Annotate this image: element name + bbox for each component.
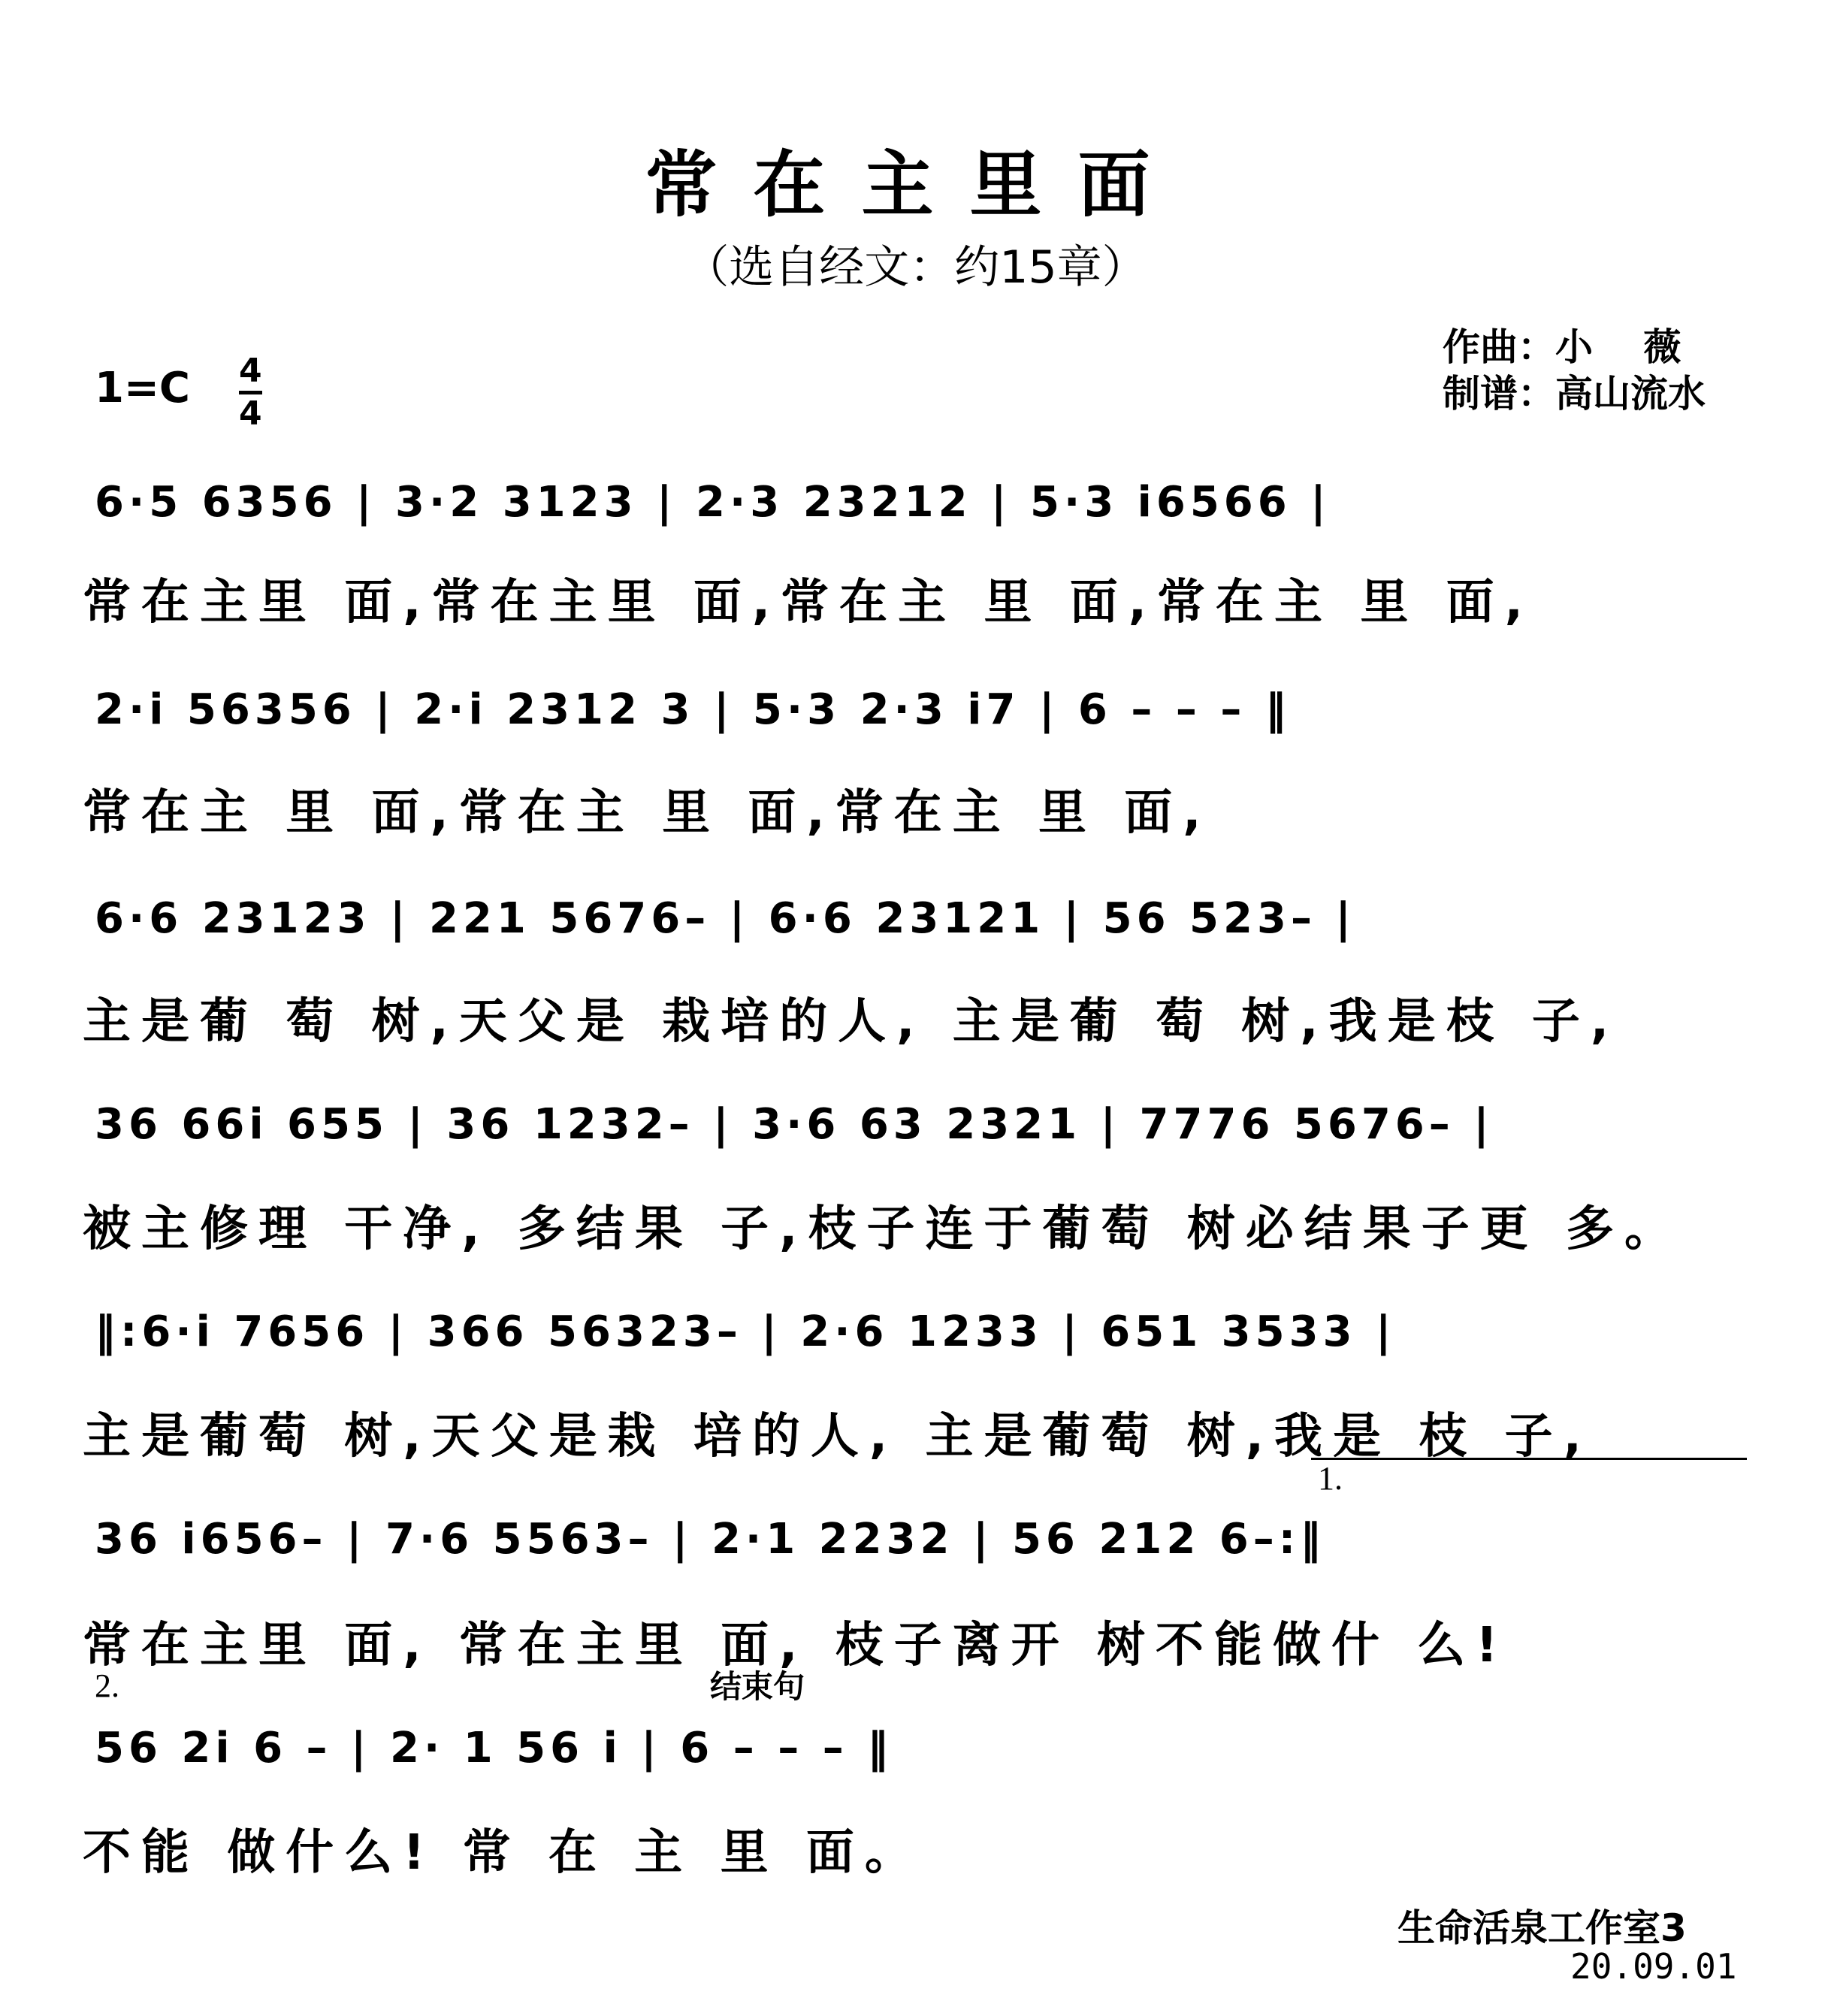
notation-line-1: 6·5 6356 | 3·2 3123 | 2·3 23212 | 5·3 i6566 | <box>95 478 1331 527</box>
lyric-line-5: 主是葡萄 树,天父是栽 培的人, 主是葡萄 树,我是 枝 子, <box>83 1409 1592 1464</box>
time-signature-bottom: 4 <box>239 394 262 433</box>
notation-line-5: ‖:6·i 7656 | 366 56323– | 2·6 1233 | 651 3533 | <box>95 1307 1396 1356</box>
notation-line-7: 56 2i 6 – | 2· 1 56 i | 6 – – – ‖ <box>95 1724 893 1773</box>
lyric-line-1: 常在主里 面,常在主里 面,常在主 里 面,常在主 里 面, <box>83 575 1533 630</box>
studio-credit: 生命活泉工作室3 <box>1397 1906 1687 1950</box>
subtitle: （选自经文：约15章） <box>684 241 1147 294</box>
lyric-line-4: 被主修理 干净, 多结果 子,枝子连于葡萄 树必结果子更 多。 <box>83 1201 1684 1257</box>
date-stamp: 20.09.01 <box>1570 1946 1737 1987</box>
composer-credit: 作曲：小 薇 <box>1443 325 1681 369</box>
notation-line-3: 6·6 23123 | 221 5676– | 6·6 23121 | 56 523– | <box>95 894 1355 943</box>
time-signature <box>239 353 262 432</box>
key-signature: 1=C <box>95 364 190 413</box>
lyric-line-3: 主是葡 萄 树,天父是 栽培的人, 主是葡 萄 树,我是枝 子, <box>83 994 1620 1050</box>
lyric-line-7: 不能 做什么! 常 在 主 里 面。 <box>83 1825 923 1881</box>
page-title: 常在主里面 <box>645 143 1186 227</box>
lyric-line-6: 常在主里 面, 常在主里 面, 枝子离开 树不能做什 么! <box>83 1618 1509 1673</box>
ending-phrase-label: 结束句 <box>710 1668 805 1705</box>
volta-1-label: 1. <box>1318 1460 1343 1497</box>
notation-line-2: 2·i 56356 | 2·i 2312 3 | 5·3 2·3 i7 | 6 – – – ‖ <box>95 685 1291 734</box>
notation-line-4: 36 66i 655 | 36 1232– | 3·6 63 2321 | 7776 5676– | <box>95 1100 1494 1149</box>
lyric-line-2: 常在主 里 面,常在主 里 面,常在主 里 面, <box>83 785 1212 841</box>
arranger-credit: 制谱：高山流水 <box>1443 372 1706 416</box>
notation-line-6: 36 i656– | 7·6 5563– | 2·1 2232 | 56 212 6–:‖ <box>95 1515 1326 1564</box>
volta-2-label: 2. <box>95 1667 119 1704</box>
time-signature-top: 4 <box>239 352 262 390</box>
